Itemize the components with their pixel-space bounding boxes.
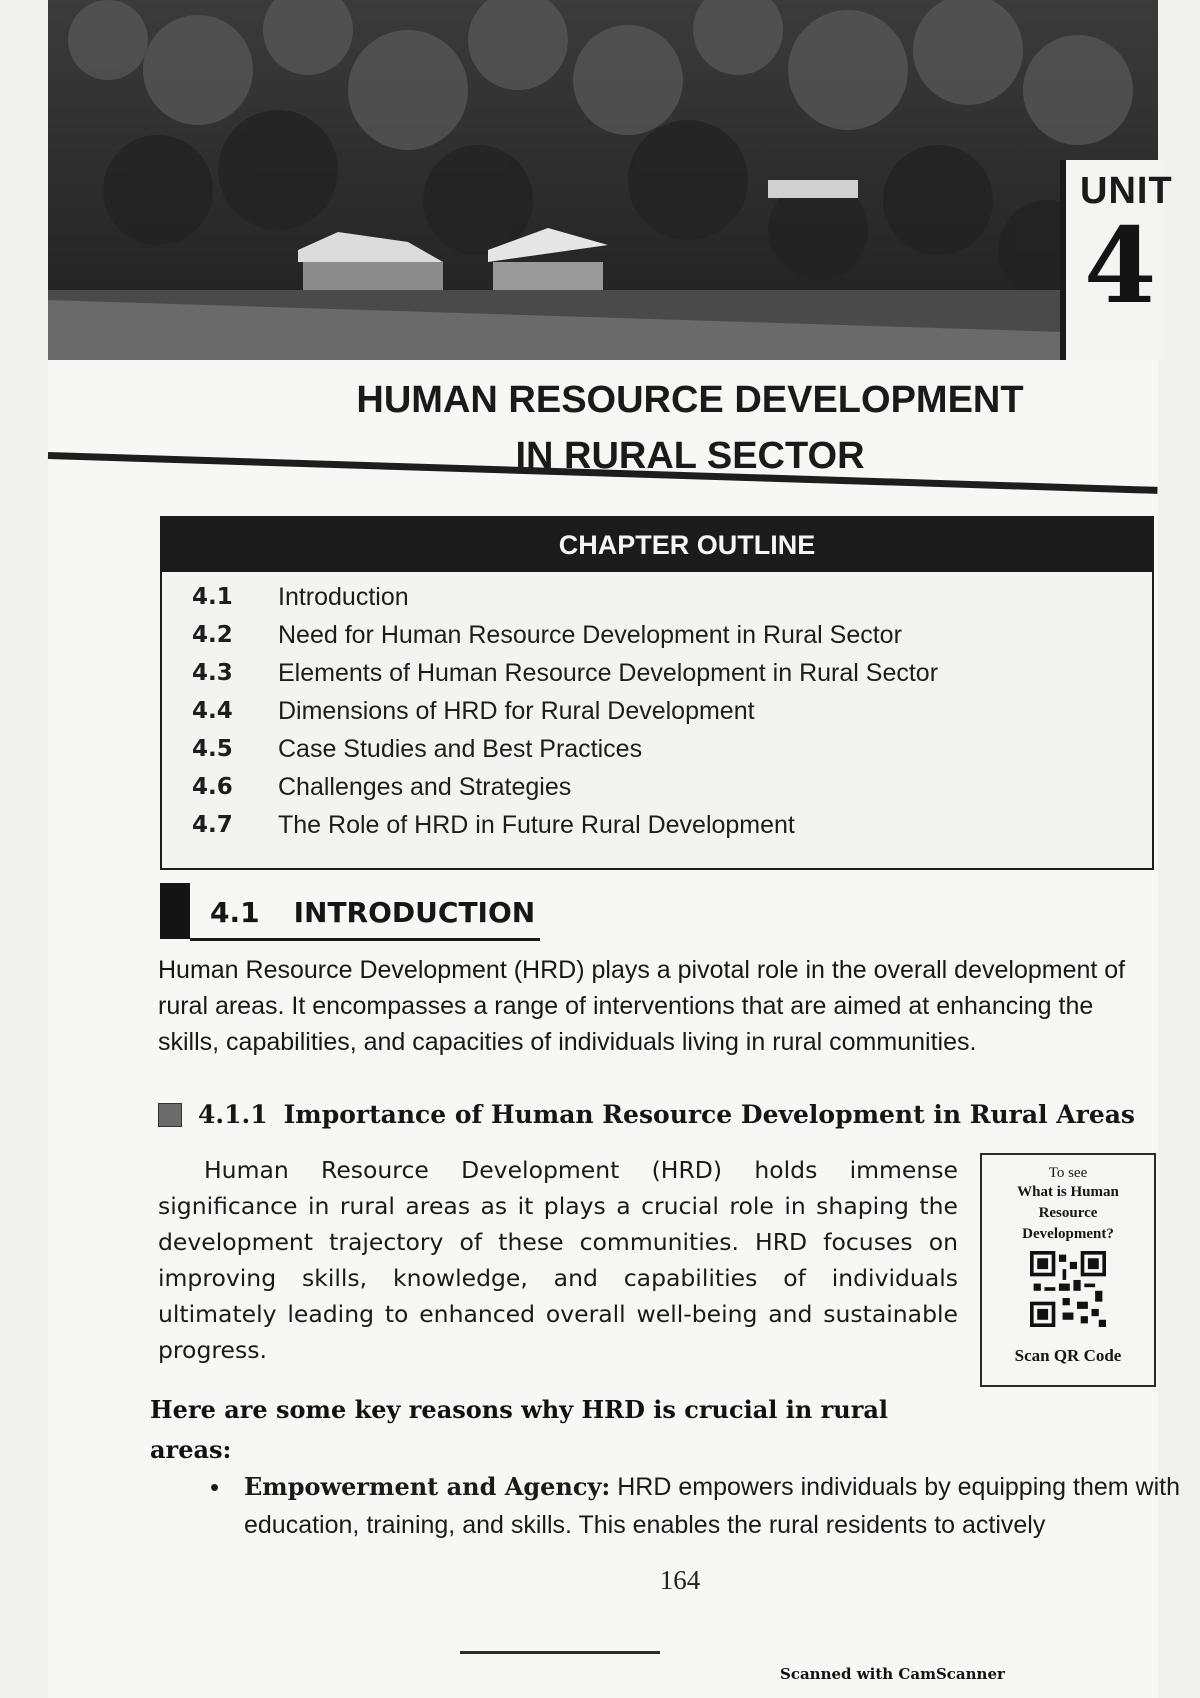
qr-code-icon[interactable] xyxy=(1030,1251,1106,1327)
bullet-term: Empowerment and Agency: xyxy=(244,1472,611,1501)
outline-item-title: Dimensions of HRD for Rural Development xyxy=(278,696,755,725)
outline-item-title: Introduction xyxy=(278,582,409,611)
qr-what-label: What is Human Resource Development? xyxy=(1017,1184,1119,1242)
section-bar-icon xyxy=(160,883,190,939)
unit-badge xyxy=(1060,160,1173,360)
bullet-dot-icon: • xyxy=(210,1472,220,1502)
unit-label: UNIT xyxy=(1080,170,1173,212)
chapter-title-line-1: HUMAN RESOURCE DEVELOPMENT xyxy=(356,379,1024,421)
outline-item-title: Elements of Human Resource Development in Rural Sector xyxy=(278,658,939,687)
section-underline xyxy=(190,938,540,941)
outline-item-number: 4.4 xyxy=(192,698,233,724)
subsection-heading xyxy=(158,1100,1135,1129)
chapter-title-line-2: IN RURAL SECTOR xyxy=(515,435,865,477)
outline-item-number: 4.3 xyxy=(192,660,233,686)
bullet-text: HRD empowers individuals by equipping them with education, training, and skills. This enables the rural residents to actively xyxy=(244,1473,1181,1539)
outline-item xyxy=(192,730,1152,768)
outline-item-title: Need for Human Resource Development in Rural Sector xyxy=(278,620,902,649)
chapter-outline-box xyxy=(160,516,1154,870)
village-landscape-image xyxy=(48,0,1158,360)
outline-item-number: 4.1 xyxy=(192,584,233,610)
key-reasons-lead: Here are some key reasons why HRD is crucial in rural areas: xyxy=(150,1395,889,1464)
outline-item-title: The Role of HRD in Future Rural Development xyxy=(278,810,795,839)
qr-to-see: To see xyxy=(1048,1165,1088,1181)
outline-item xyxy=(192,692,1152,730)
intro-paragraph: Human Resource Development (HRD) plays a pivotal role in the overall development of rural areas. It encompasses a range of interventions that are aimed at enhancing the skills, capabilities, and capacities of individuals living in rural communities. xyxy=(158,956,1126,1056)
chapter-outline-heading: CHAPTER OUTLINE xyxy=(162,518,1152,572)
unit-number: 4 xyxy=(1084,204,1157,327)
outline-item-number: 4.6 xyxy=(192,774,233,800)
outline-item xyxy=(192,806,1152,844)
outline-item-number: 4.2 xyxy=(192,622,233,648)
outline-item xyxy=(192,616,1152,654)
subsection-number: 4.1.1 xyxy=(198,1100,268,1129)
outline-item xyxy=(192,654,1152,692)
qr-scan-label: Scan QR Code xyxy=(1014,1346,1122,1365)
outline-item xyxy=(192,578,1152,616)
chapter-outline-list xyxy=(162,578,1152,844)
section-title: INTRODUCTION xyxy=(293,896,536,929)
banner-photo xyxy=(48,0,1158,360)
list-item xyxy=(210,1468,1189,1544)
section-heading xyxy=(210,896,535,929)
outline-item-number: 4.5 xyxy=(192,736,233,762)
page-number: 164 xyxy=(659,1565,701,1595)
square-marker-icon xyxy=(158,1103,182,1127)
qr-callout[interactable] xyxy=(980,1153,1156,1387)
section-number: 4.1 xyxy=(210,896,260,929)
outline-item xyxy=(192,768,1152,806)
bottom-rule xyxy=(460,1651,660,1654)
outline-item-number: 4.7 xyxy=(192,812,233,838)
outline-item-title: Challenges and Strategies xyxy=(278,772,572,801)
subsection-title: Importance of Human Resource Development in Rural Areas xyxy=(283,1100,1135,1129)
outline-item-title: Case Studies and Best Practices xyxy=(278,734,643,763)
subsection-paragraph: Human Resource Development (HRD) holds immense significance in rural areas as it plays a crucial role in shaping the development trajectory of these communities. HRD focuses on improving skills, knowledge, and capabilities of individuals ultimately leading to enhanced overall well-being and sustainable progress. xyxy=(158,1156,958,1364)
scanner-watermark: Scanned with CamScanner xyxy=(780,1665,1005,1683)
